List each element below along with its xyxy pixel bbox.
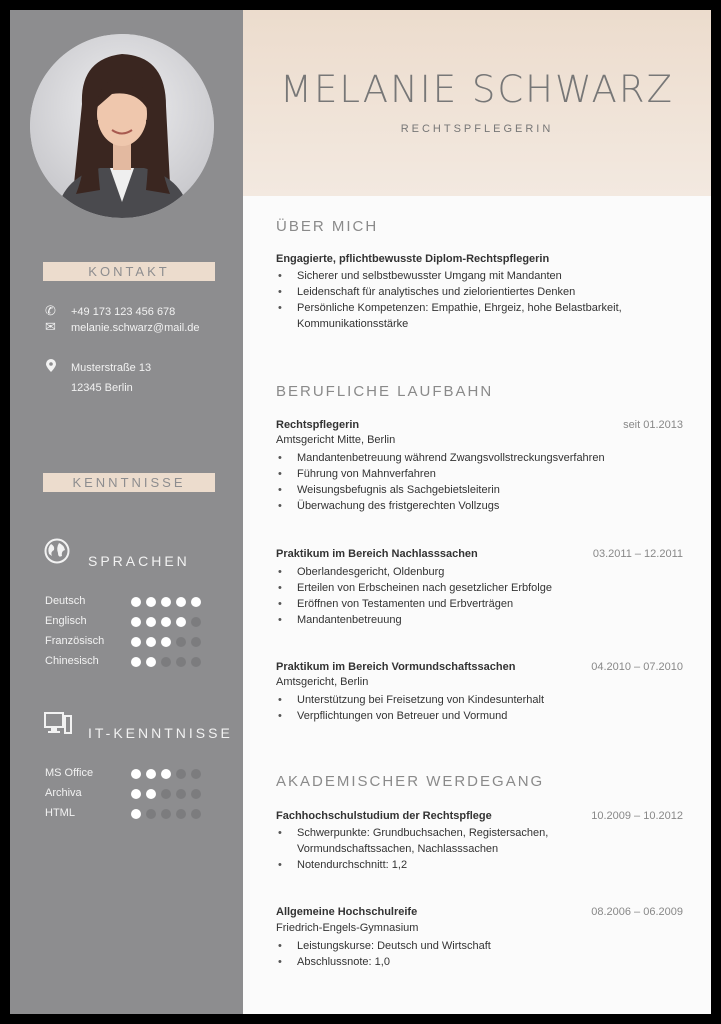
level-dot-filled [146, 657, 156, 667]
location-pin-icon [46, 359, 56, 375]
education-entry-title: Fachhochschulstudium der Rechtspflege [276, 810, 492, 822]
language-row [45, 615, 215, 629]
it-skill-level-dots [131, 809, 206, 819]
level-dot-empty [161, 809, 171, 819]
career-heading: BERUFLICHE LAUFBAHN [276, 383, 494, 400]
career-entry-employer: Amtsgericht Mitte, Berlin [276, 434, 396, 446]
list-item: • Erteilen von Erbscheinen nach gesetzlicher Erbfolge [276, 580, 691, 596]
level-dot-empty [161, 789, 171, 799]
level-dot-empty [176, 637, 186, 647]
level-dot-empty [146, 809, 156, 819]
language-level-dots [131, 657, 206, 667]
list-item: • Überwachung des fristgerechten Vollzugs [276, 498, 691, 514]
mail-icon: ✉ [45, 319, 56, 334]
it-skills-heading: IT-KENNTNISSE [88, 725, 233, 741]
level-dot-empty [176, 789, 186, 799]
computer-icon [44, 712, 72, 739]
globe-icon [44, 538, 70, 567]
list-item: • Mandantenbetreuung [276, 612, 691, 628]
list-item: • Schwerpunkte: Grundbuchsachen, Registersachen, Vormundschaftssachen, Nachlasssachen [276, 825, 587, 857]
list-item: • Verpflichtungen von Betreuer und Vormund [276, 708, 691, 724]
level-dot-filled [146, 617, 156, 627]
list-item: • Persönliche Kompetenzen: Empathie, Ehrgeiz, hohe Belastbarkeit, Kommunikationsstärke [276, 300, 677, 332]
language-row [45, 595, 215, 609]
level-dot-filled [131, 657, 141, 667]
list-item: • Notendurchschnitt: 1,2 [276, 857, 691, 873]
address-line2: 12345 Berlin [71, 382, 133, 394]
level-dot-filled [131, 637, 141, 647]
level-dot-empty [176, 769, 186, 779]
list-item: • Eröffnen von Testamenten und Erbverträgen [276, 596, 691, 612]
list-item: • Weisungsbefugnis als Sachgebietsleiterin [276, 482, 691, 498]
it-skill-level-dots [131, 769, 206, 779]
career-entry-title: Praktikum im Bereich Nachlasssachen [276, 548, 478, 560]
education-entry-bullets [276, 825, 691, 873]
career-entry-date: 03.2011 – 12.2011 [592, 548, 683, 560]
level-dot-empty [176, 809, 186, 819]
level-dot-empty [191, 637, 201, 647]
it-skill-label: HTML [45, 807, 75, 819]
skills-heading: KENNTNISSE [43, 473, 215, 492]
career-entry-bullets [276, 564, 691, 628]
contact-heading: KONTAKT [43, 262, 215, 281]
level-dot-empty [161, 657, 171, 667]
it-skill-row [45, 767, 215, 781]
list-item: • Sicherer und selbstbewusster Umgang mit Mandanten [276, 268, 691, 284]
list-item: • Oberlandesgericht, Oldenburg [276, 564, 691, 580]
level-dot-filled [191, 597, 201, 607]
level-dot-filled [146, 637, 156, 647]
about-bullets [276, 268, 691, 332]
level-dot-filled [161, 769, 171, 779]
candidate-job-title: RECHTSPFLEGERIN [400, 123, 554, 135]
level-dot-empty [191, 769, 201, 779]
level-dot-filled [131, 597, 141, 607]
list-item: • Leidenschaft für analytisches und zielorientiertes Denken [276, 284, 691, 300]
level-dot-filled [161, 597, 171, 607]
education-heading: AKADEMISCHER WERDEGANG [276, 773, 545, 790]
education-entry-date: 10.2009 – 10.2012 [591, 810, 683, 822]
level-dot-empty [176, 657, 186, 667]
level-dot-empty [191, 617, 201, 627]
list-item: • Abschlussnote: 1,0 [276, 954, 691, 970]
level-dot-filled [176, 597, 186, 607]
level-dot-filled [176, 617, 186, 627]
career-entry-title: Praktikum im Bereich Vormundschaftssachen [276, 661, 516, 673]
level-dot-filled [161, 617, 171, 627]
language-level-dots [131, 637, 206, 647]
language-row [45, 635, 215, 649]
career-entry-date: seit 01.2013 [623, 419, 683, 431]
language-label: Chinesisch [45, 655, 99, 667]
level-dot-empty [191, 809, 201, 819]
language-label: Englisch [45, 615, 87, 627]
level-dot-empty [191, 657, 201, 667]
level-dot-filled [161, 637, 171, 647]
education-entry-date: 08.2006 – 06.2009 [591, 906, 683, 918]
list-item: • Leistungskurse: Deutsch und Wirtschaft [276, 938, 691, 954]
level-dot-filled [146, 597, 156, 607]
address-line1: Musterstraße 13 [71, 362, 152, 374]
language-row [45, 655, 215, 669]
it-skill-level-dots [131, 789, 206, 799]
career-entry-employer: Amtsgericht, Berlin [276, 676, 369, 688]
level-dot-filled [131, 789, 141, 799]
level-dot-filled [146, 789, 156, 799]
it-skill-row [45, 787, 215, 801]
career-entry-date: 04.2010 – 07.2010 [591, 661, 683, 673]
education-entry-bullets [276, 938, 691, 970]
level-dot-empty [191, 789, 201, 799]
language-level-dots [131, 597, 206, 607]
it-skill-label: MS Office [45, 767, 94, 779]
candidate-name: MELANIE SCHWARZ [280, 68, 674, 111]
level-dot-filled [146, 769, 156, 779]
language-label: Deutsch [45, 595, 86, 607]
list-item: • Mandantenbetreuung während Zwangsvollstreckungsverfahren [276, 450, 691, 466]
it-skill-label: Archiva [45, 787, 82, 799]
languages-heading: SPRACHEN [88, 553, 190, 569]
career-entry-bullets [276, 450, 691, 514]
resume-page [10, 10, 711, 1014]
education-entry-title: Allgemeine Hochschulreife [276, 906, 418, 918]
level-dot-filled [131, 809, 141, 819]
profile-photo [30, 34, 214, 218]
about-heading: ÜBER MICH [276, 218, 379, 235]
list-item: • Führung von Mahnverfahren [276, 466, 691, 482]
level-dot-filled [131, 617, 141, 627]
phone-icon: ✆ [45, 303, 56, 318]
language-level-dots [131, 617, 206, 627]
it-skill-row [45, 807, 215, 821]
level-dot-filled [131, 769, 141, 779]
list-item: • Unterstützung bei Freisetzung von Kindesunterhalt [276, 692, 691, 708]
career-entry-bullets [276, 692, 691, 724]
email-address: melanie.schwarz@mail.de [71, 322, 200, 334]
education-entry-school: Friedrich-Engels-Gymnasium [276, 922, 419, 934]
language-label: Französisch [45, 635, 105, 647]
phone-number: +49 173 123 456 678 [71, 306, 176, 318]
about-title: Engagierte, pflichtbewusste Diplom-Rechtspflegerin [276, 253, 550, 265]
career-entry-title: Rechtspflegerin [276, 419, 360, 431]
